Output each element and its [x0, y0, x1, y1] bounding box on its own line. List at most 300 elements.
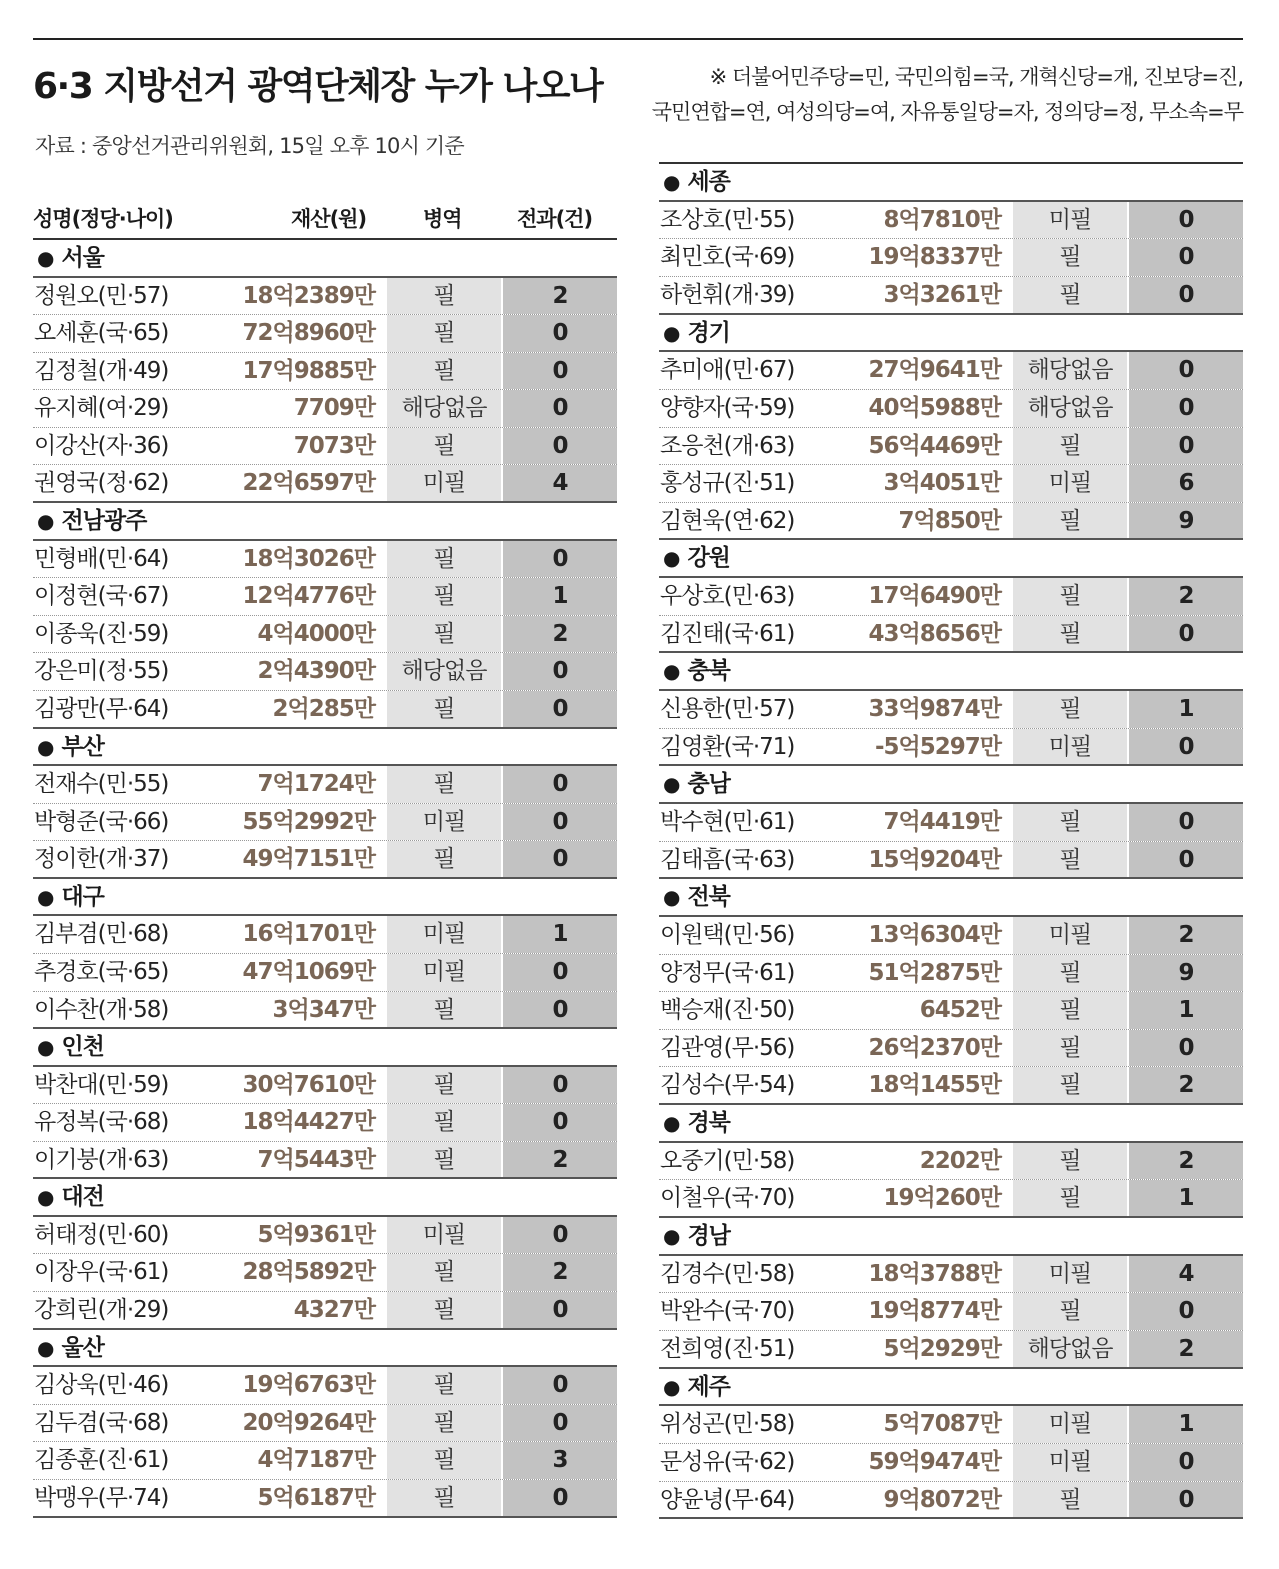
top-rule [33, 38, 1243, 40]
candidate-assets: 28억5892만 [242, 1259, 375, 1286]
candidate-military: 필 [387, 1292, 501, 1328]
candidate-name: 이원택(민·56) [660, 922, 795, 949]
candidate-assets: 30억7610만 [242, 1071, 375, 1098]
candidate-criminal: 0 [1129, 1030, 1243, 1067]
table-header [33, 199, 617, 240]
candidate-military: 해당없음 [387, 653, 501, 690]
table-row [659, 202, 1243, 240]
candidate-criminal: 1 [503, 578, 617, 615]
candidate-criminal: 0 [503, 1405, 617, 1442]
candidate-assets: 2202만 [919, 1147, 1001, 1174]
candidate-assets: 7억1724만 [257, 771, 375, 798]
candidate-name: 이정현(국·67) [34, 583, 169, 610]
table-row [659, 1331, 1243, 1369]
table-row [659, 691, 1243, 729]
candidate-name: 민형배(민·64) [34, 545, 169, 572]
candidate-assets: 56억4469만 [868, 432, 1001, 459]
bullet-icon: ● [37, 1035, 54, 1060]
region-name: 충남 [687, 771, 730, 798]
candidate-name: 김성수(무·54) [660, 1072, 795, 1099]
candidate-criminal: 0 [1129, 729, 1243, 765]
candidate-assets: 5억2929만 [883, 1336, 1001, 1363]
table-row [659, 1444, 1243, 1482]
table-row [33, 541, 617, 579]
candidate-assets: 7억850만 [898, 507, 1001, 534]
candidate-criminal: 0 [1129, 352, 1243, 389]
candidate-military: 미필 [387, 1217, 501, 1254]
table-row [659, 352, 1243, 390]
table-row [33, 841, 617, 879]
candidate-military: 필 [1013, 503, 1127, 539]
table-row [659, 1256, 1243, 1294]
candidate-military: 필 [387, 428, 501, 465]
candidate-criminal: 0 [503, 1067, 617, 1104]
candidate-assets: 47억1069만 [242, 958, 375, 985]
region-name: 경남 [687, 1223, 730, 1250]
table-row [659, 1293, 1243, 1331]
candidate-assets: 3억347만 [272, 996, 375, 1023]
right-table [659, 162, 1243, 1519]
table-row [659, 1482, 1243, 1520]
header-military: 병역 [423, 207, 462, 231]
bullet-icon: ● [663, 659, 680, 684]
candidate-criminal: 3 [503, 1442, 617, 1479]
candidate-military: 필 [387, 1067, 501, 1104]
table-row [33, 1367, 617, 1405]
region-header [33, 1029, 617, 1067]
table-row [659, 842, 1243, 880]
candidate-name: 조응천(개·63) [660, 432, 795, 459]
table-row [33, 653, 617, 691]
candidate-assets: 19억260만 [883, 1185, 1001, 1212]
bullet-icon: ● [663, 1374, 680, 1399]
candidate-criminal: 0 [1129, 616, 1243, 652]
candidate-assets: 59억9474만 [868, 1449, 1001, 1476]
candidate-name: 김광만(무·64) [34, 695, 169, 722]
region-header [33, 729, 617, 767]
candidate-name: 하헌휘(개·39) [660, 281, 795, 308]
table-row [33, 315, 617, 353]
candidate-assets: 4억7187만 [257, 1447, 375, 1474]
candidate-name: 최민호(국·69) [660, 244, 795, 271]
table-row [33, 691, 617, 729]
table-row [659, 239, 1243, 277]
candidate-military: 필 [1013, 428, 1127, 465]
candidate-name: 이기붕(개·63) [34, 1146, 169, 1173]
candidate-military: 미필 [387, 465, 501, 501]
table-row [659, 992, 1243, 1030]
candidate-criminal: 1 [1129, 1180, 1243, 1216]
candidate-assets: 5억6187만 [257, 1484, 375, 1511]
candidate-criminal: 9 [1129, 503, 1243, 539]
candidate-criminal: 0 [503, 691, 617, 727]
region-name: 전북 [687, 884, 730, 911]
candidate-military: 미필 [1013, 917, 1127, 954]
candidate-military: 미필 [1013, 465, 1127, 502]
candidate-name: 정이한(개·37) [34, 846, 169, 873]
candidate-name: 유정복(국·68) [34, 1109, 169, 1136]
table-row [33, 465, 617, 503]
table-row [33, 804, 617, 842]
candidate-military: 미필 [1013, 729, 1127, 765]
candidate-military: 필 [1013, 1067, 1127, 1103]
candidate-assets: 18억2389만 [242, 282, 375, 309]
region-header [33, 1179, 617, 1217]
candidate-name: 이강산(자·36) [34, 432, 169, 459]
region-name: 대전 [61, 1184, 104, 1211]
candidate-criminal: 0 [503, 954, 617, 991]
candidate-criminal: 0 [503, 541, 617, 578]
candidate-criminal: 1 [503, 916, 617, 953]
region-name: 대구 [61, 883, 104, 910]
candidate-military: 필 [1013, 842, 1127, 878]
region-name: 서울 [61, 245, 104, 271]
region-header [659, 1218, 1243, 1256]
candidate-assets: 2억4390만 [257, 658, 375, 685]
candidate-assets: 27억9641만 [868, 357, 1001, 384]
candidate-name: 김종훈(진·61) [34, 1447, 169, 1474]
table-row [659, 578, 1243, 616]
candidate-military: 미필 [387, 916, 501, 953]
party-legend [603, 60, 1243, 130]
candidate-military: 필 [1013, 239, 1127, 276]
candidate-assets: 18억3788만 [868, 1260, 1001, 1287]
bullet-icon: ● [663, 885, 680, 910]
candidate-criminal: 4 [1129, 1256, 1243, 1293]
candidate-military: 필 [387, 1442, 501, 1479]
candidate-military: 필 [1013, 616, 1127, 652]
candidate-military: 필 [387, 616, 501, 653]
candidate-military: 미필 [387, 954, 501, 991]
candidate-assets: 17억6490만 [868, 583, 1001, 610]
candidate-assets: 2억285만 [272, 695, 375, 722]
candidate-name: 전희영(진·51) [660, 1336, 795, 1363]
candidate-criminal: 0 [1129, 1444, 1243, 1481]
table-row [33, 1480, 617, 1518]
candidate-name: 조상호(민·55) [660, 206, 795, 233]
table-row [33, 992, 617, 1030]
candidate-assets: 16억1701만 [242, 921, 375, 948]
table-row [659, 1030, 1243, 1068]
candidate-assets: 7억5443만 [257, 1146, 375, 1173]
candidate-assets: 7억4419만 [883, 809, 1001, 836]
region-name: 제주 [687, 1373, 730, 1400]
candidate-name: 이장우(국·61) [34, 1259, 169, 1286]
candidate-assets: -5억5297만 [875, 733, 1001, 760]
candidate-military: 필 [387, 1367, 501, 1404]
bullet-icon: ● [37, 1185, 54, 1210]
candidate-military: 미필 [1013, 1406, 1127, 1443]
candidate-criminal: 1 [1129, 992, 1243, 1029]
table-row [659, 428, 1243, 466]
candidate-name: 정원오(민·57) [34, 282, 169, 309]
bullet-icon: ● [663, 1224, 680, 1249]
table-row [33, 1067, 617, 1105]
candidate-assets: 18억3026만 [242, 545, 375, 572]
candidate-military: 필 [1013, 1482, 1127, 1518]
candidate-name: 위성곤(민·58) [660, 1411, 795, 1438]
candidate-military: 필 [387, 578, 501, 615]
candidate-assets: 15억9204만 [868, 846, 1001, 873]
candidate-military: 필 [1013, 804, 1127, 841]
candidate-military: 필 [1013, 992, 1127, 1029]
table-row [659, 465, 1243, 503]
candidate-name: 추미애(민·67) [660, 357, 795, 384]
bullet-icon: ● [37, 246, 54, 270]
candidate-criminal: 9 [1129, 955, 1243, 992]
legend-line-1: ※ 더불어민주당=민, 국민의힘=국, 개혁신당=개, 진보당=진, [709, 65, 1243, 89]
candidate-criminal: 0 [503, 353, 617, 390]
candidate-criminal: 2 [503, 1142, 617, 1178]
candidate-military: 필 [387, 766, 501, 803]
candidate-name: 김관영(무·56) [660, 1034, 795, 1061]
candidate-criminal: 1 [1129, 1406, 1243, 1443]
candidate-assets: 26억2370만 [868, 1034, 1001, 1061]
candidate-criminal: 0 [1129, 239, 1243, 276]
region-header [33, 879, 617, 917]
region-header [659, 879, 1243, 917]
candidate-assets: 49억7151만 [242, 846, 375, 873]
candidate-military: 필 [1013, 1030, 1127, 1067]
candidate-military: 필 [387, 1254, 501, 1291]
candidate-military: 필 [387, 1480, 501, 1516]
region-header [33, 240, 617, 278]
candidate-name: 권영국(정·62) [34, 470, 169, 497]
candidate-military: 필 [387, 315, 501, 352]
candidate-name: 김태흠(국·63) [660, 846, 795, 873]
candidate-criminal: 2 [503, 278, 617, 315]
candidate-criminal: 0 [503, 1480, 617, 1516]
candidate-name: 김영환(국·71) [660, 733, 795, 760]
candidate-military: 해당없음 [1013, 1331, 1127, 1367]
candidate-assets: 3억3261만 [883, 281, 1001, 308]
candidate-military: 필 [1013, 578, 1127, 615]
candidate-military: 필 [387, 841, 501, 877]
region-name: 세종 [687, 169, 730, 195]
candidate-name: 김정철(개·49) [34, 357, 169, 384]
candidate-military: 미필 [1013, 1444, 1127, 1481]
region-header [659, 766, 1243, 804]
candidate-assets: 19억6763만 [242, 1372, 375, 1399]
candidate-criminal: 0 [1129, 390, 1243, 427]
table-row [33, 1405, 617, 1443]
candidate-assets: 18억1455만 [868, 1072, 1001, 1099]
candidate-criminal: 0 [503, 428, 617, 465]
bullet-icon: ● [37, 884, 54, 909]
candidate-military: 필 [387, 1142, 501, 1178]
candidate-military: 미필 [387, 804, 501, 841]
candidate-name: 이철우(국·70) [660, 1185, 795, 1212]
region-name: 전남광주 [61, 508, 147, 535]
candidate-criminal: 0 [503, 1367, 617, 1404]
right-table-body [659, 164, 1243, 1519]
candidate-assets: 51억2875만 [868, 959, 1001, 986]
header-name: 성명(정당·나이) [33, 207, 173, 231]
candidate-name: 추경호(국·65) [34, 958, 169, 985]
region-header [659, 1105, 1243, 1143]
candidate-name: 허태정(민·60) [34, 1221, 169, 1248]
candidate-assets: 22억6597만 [242, 470, 375, 497]
candidate-criminal: 0 [503, 804, 617, 841]
table-row [659, 1180, 1243, 1218]
candidate-military: 필 [387, 1104, 501, 1141]
candidate-name: 양윤녕(무·64) [660, 1486, 795, 1513]
candidate-military: 필 [387, 541, 501, 578]
candidate-military: 해당없음 [1013, 352, 1127, 389]
candidate-name: 홍성규(진·51) [660, 470, 795, 497]
table-row [659, 1143, 1243, 1181]
table-row [33, 1104, 617, 1142]
candidate-name: 김현욱(연·62) [660, 507, 795, 534]
candidate-name: 박형준(국·66) [34, 808, 169, 835]
candidate-assets: 43억8656만 [868, 620, 1001, 647]
bullet-icon: ● [663, 320, 680, 345]
region-name: 경기 [687, 319, 730, 346]
candidate-military: 필 [387, 691, 501, 727]
table-row [33, 578, 617, 616]
candidate-assets: 9억8072만 [883, 1486, 1001, 1513]
left-table [33, 199, 617, 1518]
table-row [33, 916, 617, 954]
region-name: 울산 [61, 1334, 104, 1361]
candidate-criminal: 1 [1129, 691, 1243, 728]
candidate-criminal: 0 [1129, 842, 1243, 878]
page-title: 6·3 지방선거 광역단체장 누가 나오나 [33, 66, 603, 107]
candidate-military: 필 [387, 992, 501, 1028]
candidate-name: 김진태(국·61) [660, 620, 795, 647]
table-row [33, 428, 617, 466]
bullet-icon: ● [663, 546, 680, 571]
candidate-name: 전재수(민·55) [34, 771, 169, 798]
table-row [659, 277, 1243, 315]
candidate-assets: 20억9264만 [242, 1409, 375, 1436]
candidate-assets: 5억7087만 [883, 1411, 1001, 1438]
candidate-assets: 4327만 [293, 1297, 375, 1324]
candidate-criminal: 0 [503, 653, 617, 690]
candidate-assets: 6452만 [919, 997, 1001, 1024]
candidate-criminal: 0 [503, 841, 617, 877]
region-name: 강원 [687, 545, 730, 572]
region-header [659, 653, 1243, 691]
candidate-assets: 19억8774만 [868, 1298, 1001, 1325]
table-row [33, 353, 617, 391]
candidate-name: 김두겸(국·68) [34, 1409, 169, 1436]
candidate-assets: 8억7810만 [883, 206, 1001, 233]
candidate-criminal: 0 [1129, 277, 1243, 313]
candidate-criminal: 0 [503, 315, 617, 352]
candidate-criminal: 0 [503, 1292, 617, 1328]
candidate-assets: 40억5988만 [868, 394, 1001, 421]
candidate-name: 박완수(국·70) [660, 1298, 795, 1325]
candidate-criminal: 0 [1129, 1482, 1243, 1518]
table-row [33, 1142, 617, 1180]
candidate-assets: 12억4776만 [242, 583, 375, 610]
candidate-criminal: 2 [503, 616, 617, 653]
candidate-assets: 33억9874만 [868, 696, 1001, 723]
candidate-criminal: 0 [1129, 202, 1243, 239]
candidate-military: 미필 [1013, 202, 1127, 239]
candidate-name: 이수찬(개·58) [34, 996, 169, 1023]
bullet-icon: ● [663, 1111, 680, 1136]
candidate-criminal: 2 [1129, 1067, 1243, 1103]
region-header [659, 540, 1243, 578]
candidate-criminal: 2 [1129, 1331, 1243, 1367]
candidate-assets: 17억9885만 [242, 357, 375, 384]
candidate-criminal: 0 [1129, 1293, 1243, 1330]
table-row [33, 390, 617, 428]
region-name: 경북 [687, 1110, 730, 1137]
header-assets: 재산(원) [291, 207, 367, 231]
candidate-assets: 19억8337만 [868, 244, 1001, 271]
candidate-military: 필 [1013, 955, 1127, 992]
candidate-military: 필 [387, 278, 501, 315]
candidate-name: 양정무(국·61) [660, 959, 795, 986]
candidate-name: 박맹우(무·74) [34, 1484, 169, 1511]
table-row [659, 616, 1243, 654]
table-row [33, 1217, 617, 1255]
candidate-name: 신용한(민·57) [660, 696, 795, 723]
candidate-assets: 72억8960만 [242, 320, 375, 347]
candidate-assets: 55억2992만 [242, 808, 375, 835]
candidate-military: 필 [1013, 1143, 1127, 1180]
candidate-name: 백승재(진·50) [660, 997, 795, 1024]
table-row [33, 1254, 617, 1292]
candidate-name: 박찬대(민·59) [34, 1071, 169, 1098]
candidate-name: 김부겸(민·68) [34, 921, 169, 948]
candidate-criminal: 0 [1129, 804, 1243, 841]
table-row [33, 954, 617, 992]
table-row [659, 917, 1243, 955]
candidate-name: 김경수(민·58) [660, 1260, 795, 1287]
region-name: 인천 [61, 1034, 104, 1061]
table-row [33, 616, 617, 654]
candidate-military: 필 [1013, 1180, 1127, 1216]
candidate-assets: 4억4000만 [257, 620, 375, 647]
table-row [33, 1292, 617, 1330]
table-row [659, 955, 1243, 993]
source-note: 자료 : 중앙선거관리위원회, 15일 오후 10시 기준 [35, 134, 464, 158]
candidate-criminal: 0 [503, 766, 617, 803]
candidate-criminal: 2 [503, 1254, 617, 1291]
table-row [659, 1406, 1243, 1444]
candidate-assets: 18억4427만 [242, 1109, 375, 1136]
candidate-criminal: 0 [503, 992, 617, 1028]
region-header [659, 164, 1243, 202]
left-table-body [33, 240, 617, 1518]
bullet-icon: ● [663, 170, 680, 194]
bullet-icon: ● [37, 734, 54, 759]
region-header [33, 1330, 617, 1368]
table-row [33, 278, 617, 316]
candidate-military: 미필 [1013, 1256, 1127, 1293]
candidate-assets: 13억6304만 [868, 922, 1001, 949]
region-header [33, 503, 617, 541]
candidate-criminal: 6 [1129, 465, 1243, 502]
candidate-military: 해당없음 [387, 390, 501, 427]
candidate-criminal: 0 [503, 390, 617, 427]
candidate-name: 강은미(정·55) [34, 658, 169, 685]
table-row [33, 766, 617, 804]
candidate-name: 오중기(민·58) [660, 1147, 795, 1174]
candidate-criminal: 0 [503, 1104, 617, 1141]
table-row [659, 804, 1243, 842]
candidate-name: 박수현(민·61) [660, 809, 795, 836]
candidate-military: 해당없음 [1013, 390, 1127, 427]
candidate-assets: 7709만 [293, 395, 375, 422]
bullet-icon: ● [37, 509, 54, 534]
candidate-military: 필 [387, 353, 501, 390]
candidate-military: 필 [1013, 691, 1127, 728]
